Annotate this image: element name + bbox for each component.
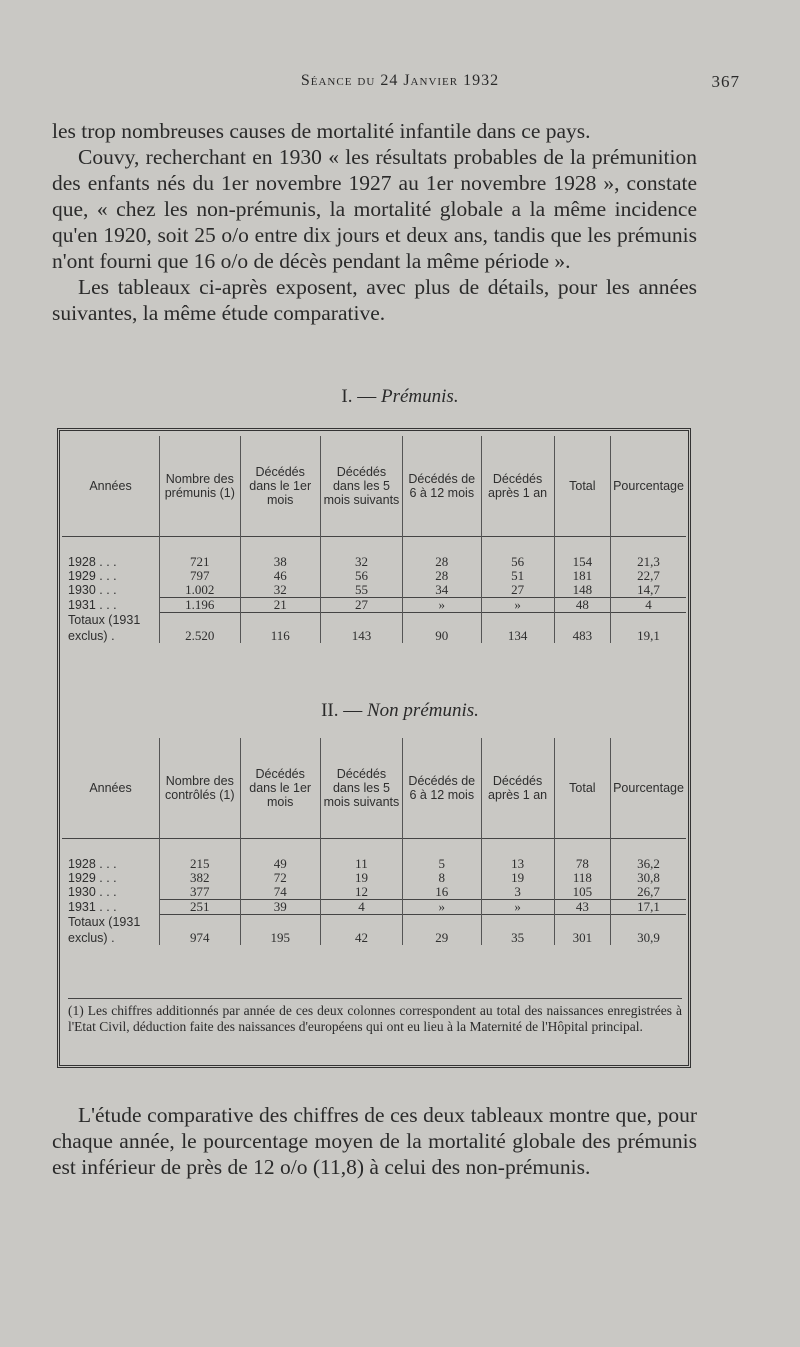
table2-header: Décédés de 6 à 12 mois (403, 738, 482, 839)
table-non-premunis (62, 738, 686, 945)
table2-header: Décédés après 1 an (481, 738, 554, 839)
table1-header: Pourcentage (611, 436, 686, 537)
table1-header: Total (554, 436, 610, 537)
table-footnote: (1) Les chiffres additionnés par année de ces deux colonnes correspondent au total des naissances enregistrées à l'Etat Civil, déduction faite des naissances d'européens qui ont eu lieu à la Maternité de l'Hôpital principal. (68, 998, 682, 1035)
table1-header: Décédés dans le 1er mois (240, 436, 320, 537)
paragraph-1: les trop nombreuses causes de mortalité infantile dans ce pays. (52, 119, 591, 143)
running-title: Séance du 24 Janvier 1932 (300, 72, 500, 89)
paragraph-2: Couvy, recherchant en 1930 « les résultats probables de la prémunition des enfants nés du 1er novembre 1927 au 1er novembre 1928 », constate que, « chez les non-prémunis, la mortalité globale a la même incidence qu'en 1920, soit 25 o/o entre dix jours et deux ans, tandis que les prémunis n'ont fourni que 16 o/o de décès pendant la même période ». (52, 145, 697, 273)
table-total-label-row: Totaux (1931 (62, 613, 686, 629)
table1-header: Années (89, 479, 132, 493)
table1-caption: I. — Prémunis. (341, 386, 459, 407)
body-text-bottom (52, 1102, 697, 1180)
table-total-label-row: Totaux (1931 (62, 915, 686, 931)
table2-caption: II. — Non prémunis. (321, 700, 479, 721)
running-head (60, 72, 740, 96)
table-row: 1928 . . . 721 38 32 28 56 154 21,3 (62, 555, 686, 569)
table2-header: Nombre des contrôlés (1) (160, 738, 240, 839)
table2-header: Décédés dans le 1er mois (240, 738, 320, 839)
table1-caption-title: Prémunis. (381, 386, 459, 407)
paragraph-bottom: L'étude comparative des chiffres de ces deux tableaux montre que, pour chaque année, le pourcentage moyen de la mortalité globale des prémunis est inférieur de près de 12 o/o (11,8) à celui des non-prémunis. (52, 1103, 697, 1179)
table-row: 1928 . . . 215 49 11 5 13 78 36,2 (62, 857, 686, 871)
table-row: 1929 . . . 797 46 56 28 51 181 22,7 (62, 569, 686, 583)
table-total-row: exclus) . 974 195 42 29 35 301 30,9 (62, 930, 686, 945)
table1-header: Décédés dans les 5 mois suivants (320, 436, 402, 537)
page-number: 367 (711, 72, 740, 91)
body-text-top (52, 118, 697, 326)
table2-header: Total (554, 738, 610, 839)
table2-header: Années (89, 781, 132, 795)
table2-header-row (62, 738, 686, 839)
table2-caption-title: Non prémunis. (367, 700, 479, 721)
table-premunis (62, 436, 686, 643)
paragraph-3: Les tableaux ci-après exposent, avec plus de détails, pour les années suivantes, la même étude comparative. (52, 275, 697, 325)
table1-header-row (62, 436, 686, 537)
table1-header: Nombre des prémunis (1) (160, 436, 241, 537)
table-total-row: exclus) . 2.520 116 143 90 134 483 19,1 (62, 628, 686, 643)
table-gap-row (62, 537, 686, 556)
table-gap-row (62, 839, 686, 858)
table1-header: Décédés de 6 à 12 mois (403, 436, 482, 537)
table1-header: Décédés après 1 an (481, 436, 554, 537)
table-row: 1931 . . . 251 39 4 » » 43 17,1 (62, 900, 686, 915)
table2-header: Décédés dans les 5 mois suivants (320, 738, 402, 839)
table-row: 1931 . . . 1.196 21 27 » » 48 4 (62, 598, 686, 613)
table-row: 1929 . . . 382 72 19 8 19 118 30,8 (62, 871, 686, 885)
table-row: 1930 . . . 377 74 12 16 3 105 26,7 (62, 885, 686, 900)
table2-header: Pourcentage (611, 738, 686, 839)
table-row: 1930 . . . 1.002 32 55 34 27 148 14,7 (62, 583, 686, 598)
